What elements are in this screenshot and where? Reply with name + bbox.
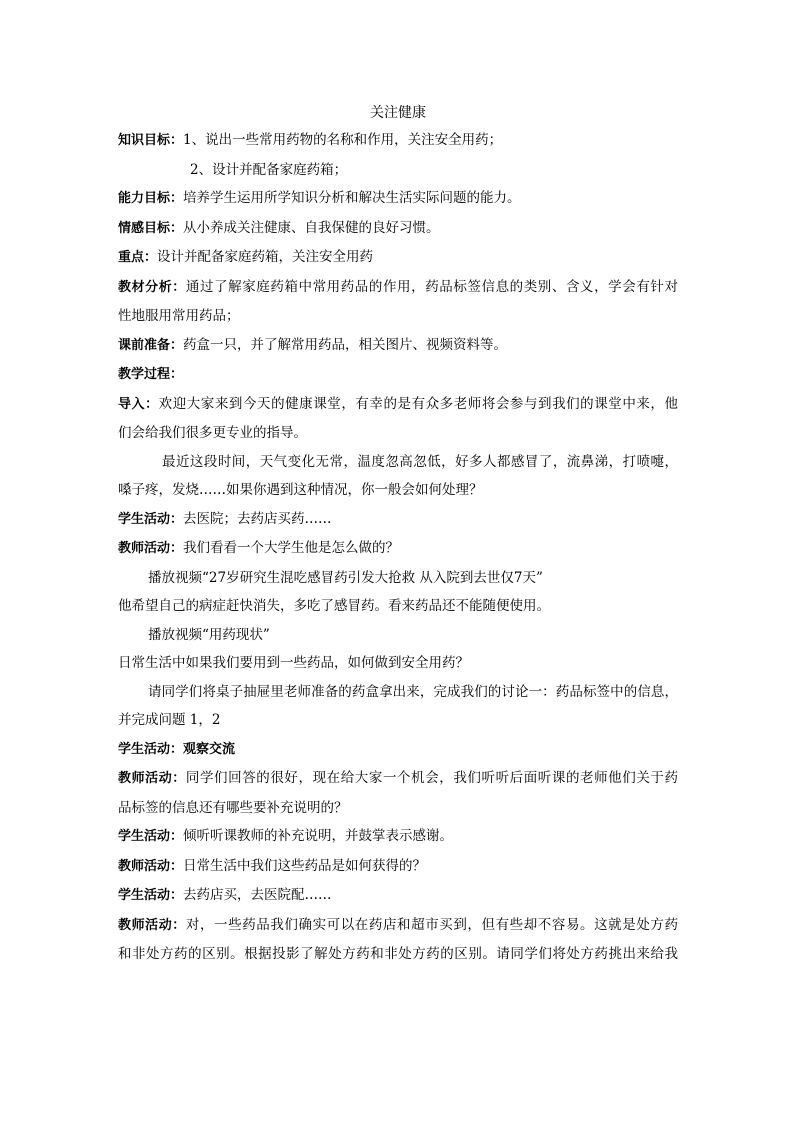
page-title: 关注健康 [370, 105, 426, 121]
discussion-1: 请同学们将桌子抽屉里老师准备的药盒拿出来，完成我们的讨论一：药品标签中的信息， [148, 683, 678, 700]
teacher-activity-1: 教师活动：我们看看一个大学生他是怎么做的？ [118, 540, 400, 556]
document-page [118, 100, 678, 969]
student-activity-2: 学生活动：观察交流 [118, 741, 236, 757]
student-activity-4: 学生活动：去药店买，去医院配…… [118, 887, 332, 903]
material-analysis-2: 性地服用常用药品； [118, 308, 240, 324]
student-activity-3: 学生活动：倾听听课教师的补充说明，并鼓掌表示感谢。 [118, 828, 454, 844]
ability-goal: 能力目标：培养学生运用所学知识分析和解决生活实际问题的能力。 [118, 190, 521, 206]
teacher-activity-3: 教师活动：日常生活中我们这些药品是如何获得的？ [118, 857, 427, 874]
knowledge-goal-1: 知识目标：1、说出一些常用药物的名称和作用，关注安全用药； [118, 132, 503, 148]
teacher-activity-2-line2: 品标签的信息还有哪些要补充说明的？ [118, 799, 348, 816]
line-daily: 日常生活中如果我们要用到一些药品，如何做到安全用药？ [118, 655, 469, 671]
discussion-2: 并完成问题 1，2 [118, 712, 221, 728]
teaching-process-heading: 教学过程： [118, 367, 184, 382]
teacher-activity-4-line1: 教师活动：对，一些药品我们确实可以在药店和超市买到，但有些却不容易。这就是处方药 [118, 916, 678, 933]
paragraph-weather-2: 嗓子疼，发烧……如果你遇到这种情况，你一般会如何处理？ [118, 482, 483, 498]
teacher-activity-4-line2: 和非处方药的区别。根据投影了解处方药和非处方药的区别。请同学们将处方药挑出来给我 [118, 946, 678, 962]
focus-point: 重点：设计并配备家庭药箱，关注安全用药 [118, 249, 374, 265]
intro-1: 导入：欢迎大家来到今天的健康课堂，有幸的是有众多老师将会参与到我们的课堂中来，他 [118, 395, 678, 412]
student-activity-1: 学生活动：去医院；去药店买药…… [118, 510, 332, 527]
teacher-activity-2-line1: 教师活动：同学们回答的很好，现在给大家一个机会，我们听听后面听课的老师他们关于药 [118, 770, 678, 786]
class-preparation: 课前准备：药盒一只，并了解常用药品，相关图片、视频资料等。 [118, 336, 508, 353]
emotion-goal: 情感目标：从小养成关注健康、自我保健的良好习惯。 [118, 219, 440, 236]
video-2: 播放视频“用药现状” [148, 626, 270, 643]
knowledge-goal-2: 2、设计并配备家庭药箱； [190, 161, 348, 178]
material-analysis-1: 教材分析：通过了解家庭药箱中常用药品的作用，药品标签信息的类别、含义，学会有针对 [118, 278, 678, 295]
video-1: 播放视频“27岁研究生混吃感冒药引发大抢救 从入院到去世仅7天” [148, 569, 543, 586]
line-hope: 他希望自己的病症赶快消失，多吃了感冒药。看来药品还不能随便使用。 [118, 598, 550, 614]
knowledge-goal-label: 知识目标： [118, 133, 184, 148]
paragraph-weather-1: 最近这段时间，天气变化无常，温度忽高忽低，好多人都感冒了，流鼻涕，打喷嚏， [162, 453, 678, 470]
intro-2: 们会给我们很多更专业的指导。 [118, 425, 307, 441]
